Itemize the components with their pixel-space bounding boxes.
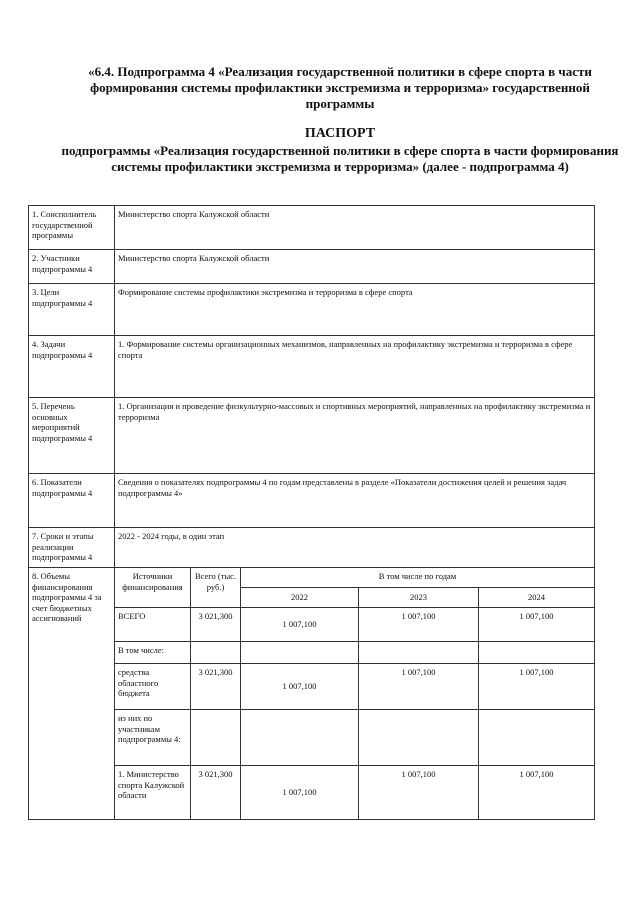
passport-table	[28, 205, 595, 820]
row-label: 2. Участники подпрограммы 4	[29, 250, 115, 284]
source-cell: 1. Министерство спорта Калужской области	[115, 766, 191, 820]
passport-subtitle: подпрограммы «Реализация государственной политики в сфере спорта в части формирования системы профилактики экстремизма и терроризма» (далее - подпрограмма 4)	[61, 143, 619, 174]
total-cell: 3 021,300	[191, 766, 241, 820]
year-2024-cell: 1 007,100	[479, 766, 595, 820]
year-2023-cell	[359, 642, 479, 664]
table-row	[29, 474, 595, 528]
row-value: Сведения о показателях подпрограммы 4 по годам представлены в разделе «Показатели достижения целей и решения задач подпрограммы 4»	[115, 474, 595, 528]
table-row	[29, 398, 595, 474]
row-label: 7. Сроки и этапы реализации подпрограммы 4	[29, 528, 115, 568]
total-cell: 3 021,300	[191, 664, 241, 710]
source-cell: из них по участникам подпрограммы 4:	[115, 710, 191, 766]
row-label: 4. Задачи подпрограммы 4	[29, 336, 115, 398]
year-2022-cell: 1 007,100	[241, 664, 359, 710]
source-cell: В том числе:	[115, 642, 191, 664]
column-header-total: Всего (тыс. руб.)	[191, 568, 241, 608]
total-cell	[191, 710, 241, 766]
column-header-source: Источники финансирования	[115, 568, 191, 608]
row-value: 2022 - 2024 годы, в один этап	[115, 528, 595, 568]
row-label: 8. Объемы финансирования подпрограммы 4 за счет бюджетных ассигнований	[29, 568, 115, 820]
section-title: «6.4. Подпрограмма 4 «Реализация государственной политики в сфере спорта в части формирования системы профилактики экстремизма и терроризма» государственной программы	[88, 64, 592, 111]
table-row	[29, 250, 595, 284]
row-label: 3. Цели подпрограммы 4	[29, 284, 115, 336]
year-header: 2024	[479, 588, 595, 608]
row-value: Формирование системы профилактики экстремизма и терроризма в сфере спорта	[115, 284, 595, 336]
passport-label: ПАСПОРТ	[304, 126, 376, 141]
year-2024-cell: 1 007,100	[479, 664, 595, 710]
source-cell: ВСЕГО	[115, 608, 191, 642]
year-2023-cell: 1 007,100	[359, 664, 479, 710]
year-2022-cell	[241, 710, 359, 766]
column-header-years: В том числе по годам	[241, 568, 595, 588]
year-header: 2022	[241, 588, 359, 608]
total-cell	[191, 642, 241, 664]
table-row	[29, 528, 595, 568]
row-value: Министерство спорта Калужской области	[115, 250, 595, 284]
row-value: 1. Формирование системы организационных механизмов, направленных на профилактику экстремизма и терроризма в сфере спорта	[115, 336, 595, 398]
year-2023-cell: 1 007,100	[359, 608, 479, 642]
row-value: 1. Организация и проведение физкультурно-массовых и спортивных мероприятий, направленных на профилактику экстремизма и терроризма	[115, 398, 595, 474]
table-row	[29, 284, 595, 336]
total-cell: 3 021,300	[191, 608, 241, 642]
year-2023-cell	[359, 710, 479, 766]
year-header: 2023	[359, 588, 479, 608]
year-2022-cell: 1 007,100	[241, 766, 359, 820]
year-2023-cell: 1 007,100	[359, 766, 479, 820]
row-value: Министерство спорта Калужской области	[115, 206, 595, 250]
year-2022-cell: 1 007,100	[241, 608, 359, 642]
row-label: 1. Соисполнитель государственной программы	[29, 206, 115, 250]
table-row	[29, 568, 595, 588]
source-cell: средства областного бюджета	[115, 664, 191, 710]
row-label: 6. Показатели подпрограммы 4	[29, 474, 115, 528]
year-2024-cell	[479, 642, 595, 664]
row-label: 5. Перечень основных мероприятий подпрограммы 4	[29, 398, 115, 474]
year-2022-cell	[241, 642, 359, 664]
table-row	[29, 206, 595, 250]
table-row	[29, 336, 595, 398]
year-2024-cell	[479, 710, 595, 766]
year-2024-cell: 1 007,100	[479, 608, 595, 642]
